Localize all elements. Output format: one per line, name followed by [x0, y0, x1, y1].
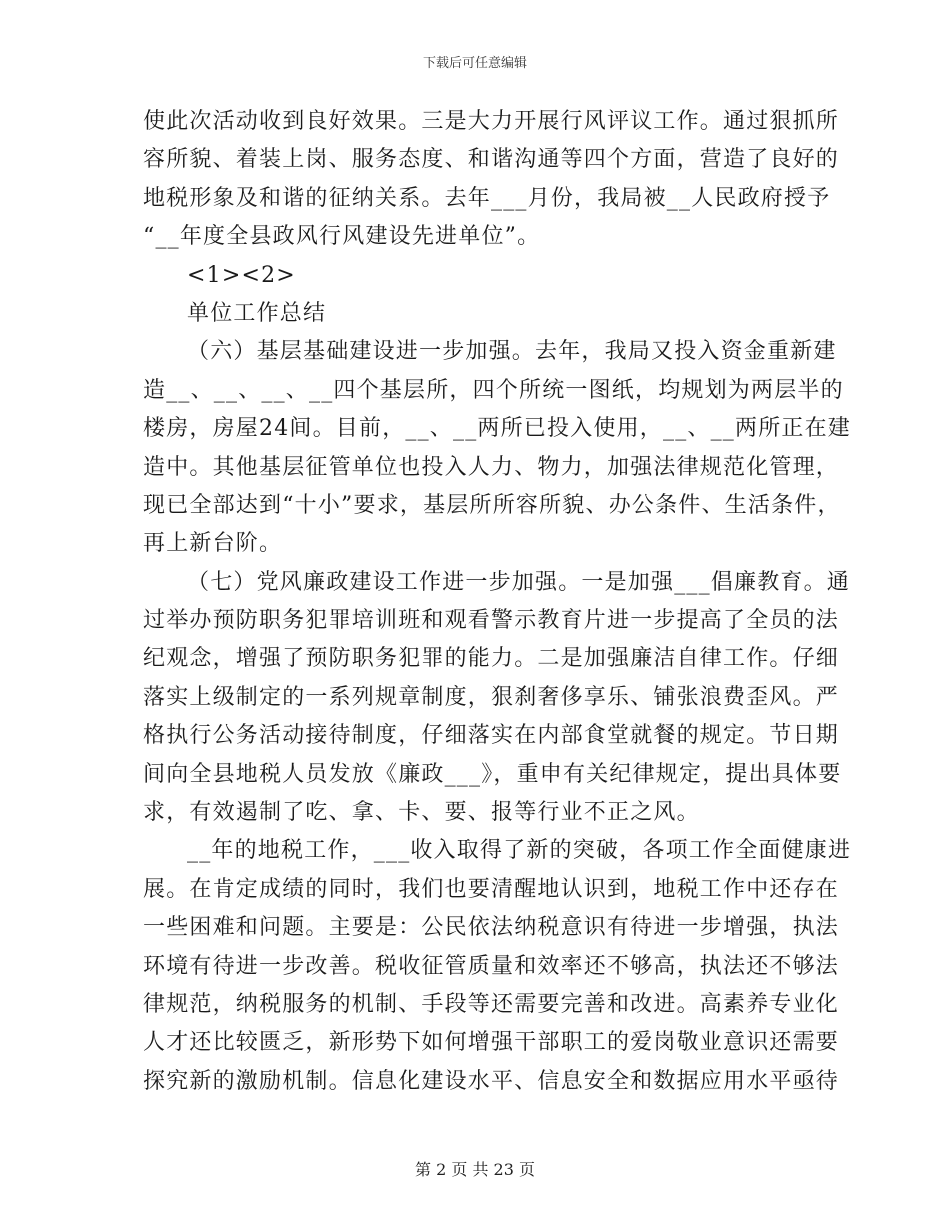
text-line: 地税形象及和谐的征纳关系。去年___月份，我局被__人民政府授予	[143, 185, 831, 211]
text-line: （七）党风廉政建设工作进一步加强。一是加强___倡廉教育。通	[187, 569, 851, 595]
text-line: 人才还比较匮乏，新形势下如何增强干部职工的爱岗敬业意识还需要	[143, 1030, 840, 1056]
text-line: 环境有待进一步改善。税收征管质量和效率还不够高，执法还不够法	[143, 953, 840, 979]
text-line: 单位工作总结	[187, 300, 327, 326]
text-line: “__年度全县政风行风建设先进单位”。	[143, 224, 541, 250]
text-line: 探究新的激励机制。信息化建设水平、信息安全和数据应用水平亟待	[143, 1068, 840, 1094]
text-line: 纪观念，增强了预防职务犯罪的能力。二是加强廉洁自律工作。仔细	[143, 646, 840, 672]
text-line: 造__、__、__、__四个基层所，四个所统一图纸，均规划为两层半的	[143, 377, 844, 403]
text-line: 间向全县地税人员发放《廉政___》，重申有关纪律规定，提出具体要	[143, 761, 842, 787]
page-footer: 第 2 页 共 23 页	[415, 1160, 535, 1179]
text-line: 一些困难和问题。主要是：公民依法纳税意识有待进一步增强，执法	[143, 915, 840, 941]
text-line: 格执行公务活动接待制度，仔细落实在内部食堂就餐的规定。节日期	[143, 723, 840, 749]
text-line: 造中。其他基层征管单位也投入人力、物力，加强法律规范化管理，	[143, 454, 840, 480]
text-line: 求，有效遏制了吃、拿、卡、要、报等行业不正之风。	[143, 800, 700, 826]
document-body	[143, 103, 852, 1101]
text-line: （六）基层基础建设进一步加强。去年，我局又投入资金重新建	[187, 339, 837, 365]
text-line: 落实上级制定的一系列规章制度，狠刹奢侈享乐、铺张浪费歪风。严	[143, 684, 840, 710]
text-line: 楼房，房屋24间。目前，__、__两所已投入使用，__、__两所正在建	[143, 416, 851, 442]
text-line: 现已全部达到“十小”要求，基层所所容所貌、办公条件、生活条件，	[143, 492, 841, 518]
page-header: 下载后可任意编辑	[422, 56, 527, 71]
text-line: 再上新台阶。	[143, 531, 283, 557]
text-line: <1><2>	[187, 262, 296, 288]
text-line: 展。在肯定成绩的同时，我们也要清醒地认识到，地税工作中还存在	[143, 876, 840, 902]
text-line: 使此次活动收到良好效果。三是大力开展行风评议工作。通过狠抓所	[143, 109, 840, 134]
text-line: 容所貌、着装上岗、服务态度、和谐沟通等四个方面，营造了良好的	[143, 147, 840, 173]
text-line: __年的地税工作，___收入取得了新的突破，各项工作全面健康进	[187, 838, 852, 864]
text-line: 过举办预防职务犯罪培训班和观看警示教育片进一步提高了全员的法	[143, 608, 840, 634]
text-line: 律规范，纳税服务的机制、手段等还需要完善和改进。高素养专业化	[143, 991, 840, 1017]
